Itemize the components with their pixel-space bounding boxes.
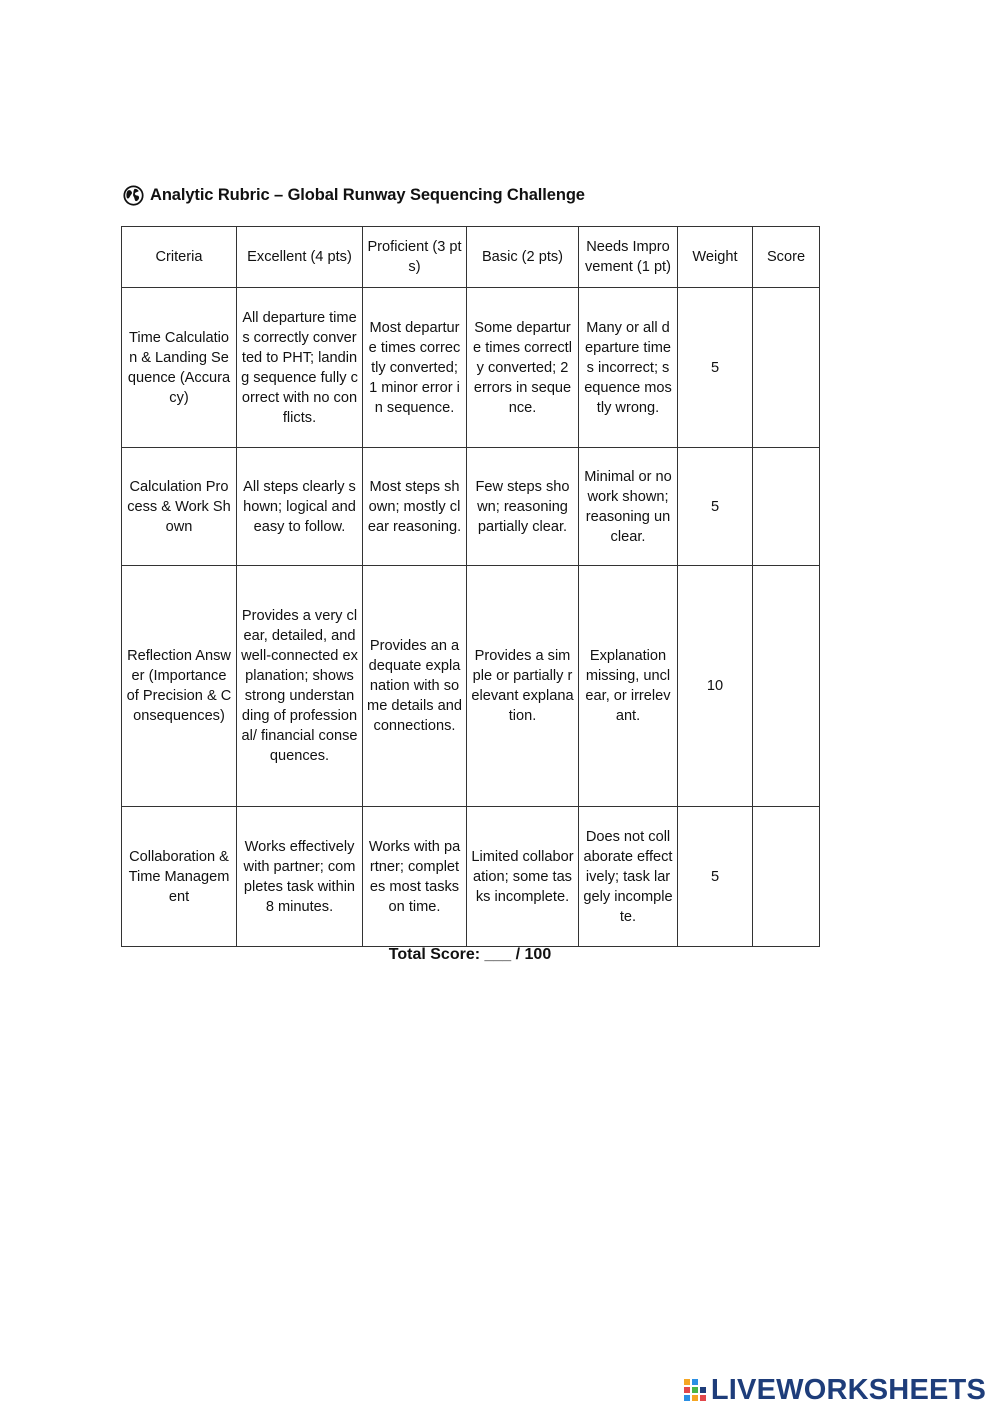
- table-row: [122, 288, 820, 448]
- needs-improvement-cell: Minimal or no work shown; reasoning unclear.: [579, 448, 678, 566]
- criteria-cell: Calculation Process & Work Shown: [122, 448, 237, 566]
- basic-cell: Limited collaboration; some tasks incomplete.: [467, 807, 579, 947]
- header-cell-score: Score: [753, 227, 820, 288]
- score-cell[interactable]: [753, 566, 820, 807]
- header-cell-needs-improvement: Needs Improvement (1 pt): [579, 227, 678, 288]
- basic-cell: Few steps shown; reasoning partially clear.: [467, 448, 579, 566]
- header-cell-proficient: Proficient (3 pts): [363, 227, 467, 288]
- liveworksheets-logo-icon: [683, 1378, 707, 1402]
- excellent-cell: All departure times correctly converted to PHT; landing sequence fully correct with no conflicts.: [237, 288, 363, 448]
- header-cell-excellent: Excellent (4 pts): [237, 227, 363, 288]
- table-header-row: [122, 227, 820, 288]
- total-score: Total Score: ___ / 100: [388, 946, 552, 963]
- globe-icon: [123, 185, 144, 206]
- excellent-cell: All steps clearly shown; logical and easy to follow.: [237, 448, 363, 566]
- proficient-cell: Works with partner; completes most tasks on time.: [363, 807, 467, 947]
- excellent-cell: Provides a very clear, detailed, and well-connected explanation; shows strong understanding of professional/ financial consequences.: [237, 566, 363, 807]
- proficient-cell: Most departure times correctly converted; 1 minor error in sequence.: [363, 288, 467, 448]
- table-row: [122, 807, 820, 947]
- basic-cell: Provides a simple or partially relevant explanation.: [467, 566, 579, 807]
- table-row: [122, 566, 820, 807]
- rubric-table: [121, 226, 820, 947]
- criteria-cell: Reflection Answer (Importance of Precision & Consequences): [122, 566, 237, 807]
- weight-cell: 5: [678, 288, 753, 448]
- header-cell-criteria: Criteria: [122, 227, 237, 288]
- liveworksheets-brand[interactable]: [683, 1374, 986, 1406]
- proficient-cell: Provides an adequate explanation with some details and connections.: [363, 566, 467, 807]
- proficient-cell: Most steps shown; mostly clear reasoning.: [363, 448, 467, 566]
- weight-cell: 5: [678, 448, 753, 566]
- needs-improvement-cell: Does not collaborate effectively; task largely incomplete.: [579, 807, 678, 947]
- needs-improvement-cell: Explanation missing, unclear, or irrelevant.: [579, 566, 678, 807]
- excellent-cell: Works effectively with partner; completes task within 8 minutes.: [237, 807, 363, 947]
- weight-cell: 5: [678, 807, 753, 947]
- weight-cell: 10: [678, 566, 753, 807]
- header-cell-weight: Weight: [678, 227, 753, 288]
- criteria-cell: Collaboration & Time Management: [122, 807, 237, 947]
- rubric-title: [123, 183, 585, 207]
- score-cell[interactable]: [753, 807, 820, 947]
- basic-cell: Some departure times correctly converted; 2 errors in sequence.: [467, 288, 579, 448]
- criteria-cell: Time Calculation & Landing Sequence (Accuracy): [122, 288, 237, 448]
- score-cell[interactable]: [753, 288, 820, 448]
- rubric-title-text: Analytic Rubric – Global Runway Sequencing Challenge: [150, 185, 585, 204]
- header-cell-basic: Basic (2 pts): [467, 227, 579, 288]
- score-cell[interactable]: [753, 448, 820, 566]
- brand-name: LIVEWORKSHEETS: [710, 1373, 986, 1406]
- table-row: [122, 448, 820, 566]
- needs-improvement-cell: Many or all departure times incorrect; sequence mostly wrong.: [579, 288, 678, 448]
